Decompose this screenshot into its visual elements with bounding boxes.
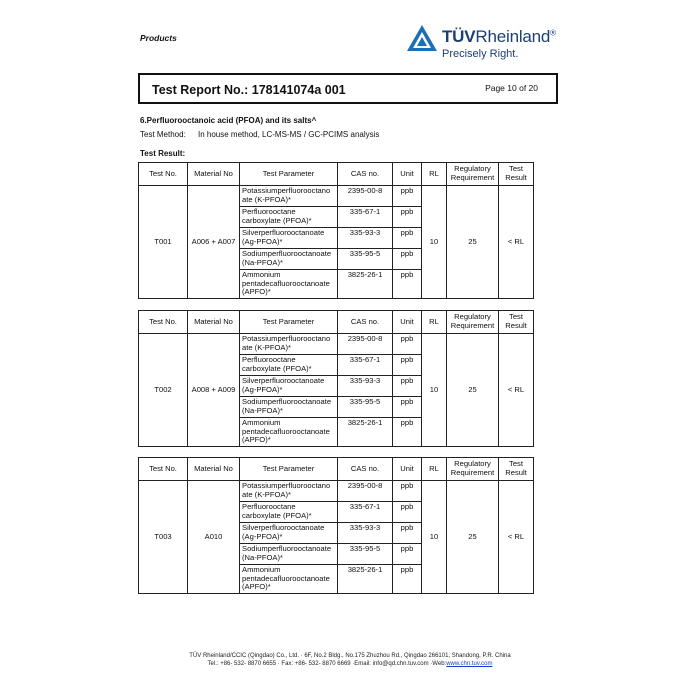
cas-cell: 335-95-5 xyxy=(338,397,393,418)
column-header-cas-no: CAS no. xyxy=(338,458,393,481)
table-header-row xyxy=(139,163,534,186)
unit-cell: ppb xyxy=(393,418,422,447)
parameter-cell: Sodiumperfluorooctanoate (Na-PFOA)* xyxy=(240,397,338,418)
column-header-cas-no: CAS no. xyxy=(338,311,393,334)
cas-cell: 3825-26-1 xyxy=(338,270,393,299)
test-no-cell: T002 xyxy=(139,334,188,447)
result-cell: < RL xyxy=(499,186,534,299)
table-header-row xyxy=(139,311,534,334)
column-header-test-no: Test No. xyxy=(139,458,188,481)
column-header-unit: Unit xyxy=(393,458,422,481)
logo-name-rest: Rheinland xyxy=(475,27,551,46)
tuv-logo xyxy=(406,24,556,64)
column-header-rl: RL xyxy=(422,163,447,186)
rl-cell: 10 xyxy=(422,186,447,299)
parameter-cell: Perfluorooctane carboxylate (PFOA)* xyxy=(240,355,338,376)
unit-cell: ppb xyxy=(393,228,422,249)
parameter-cell: Perfluorooctane carboxylate (PFOA)* xyxy=(240,502,338,523)
cas-cell: 2395-00-8 xyxy=(338,186,393,207)
unit-cell: ppb xyxy=(393,270,422,299)
column-header-regulatory-requirement: Regulatory Requirement xyxy=(447,163,499,186)
parameter-cell: Potassiumperfluorooctano ate (K-PFOA)* xyxy=(240,481,338,502)
result-cell: < RL xyxy=(499,481,534,594)
material-no-cell: A006 + A007 xyxy=(188,186,240,299)
unit-cell: ppb xyxy=(393,481,422,502)
unit-cell: ppb xyxy=(393,186,422,207)
unit-cell: ppb xyxy=(393,207,422,228)
unit-cell: ppb xyxy=(393,565,422,594)
unit-cell: ppb xyxy=(393,397,422,418)
test-method-label: Test Method: xyxy=(140,130,186,139)
rl-cell: 10 xyxy=(422,481,447,594)
column-header-material-no: Material No xyxy=(188,458,240,481)
registered-mark: ® xyxy=(550,28,556,38)
cas-cell: 335-67-1 xyxy=(338,355,393,376)
logo-tagline: Precisely Right. xyxy=(442,48,519,60)
column-header-material-no: Material No xyxy=(188,163,240,186)
cas-cell: 335-67-1 xyxy=(338,207,393,228)
parameter-cell: Perfluorooctane carboxylate (PFOA)* xyxy=(240,207,338,228)
parameter-cell: Sodiumperfluorooctanoate (Na-PFOA)* xyxy=(240,544,338,565)
unit-cell: ppb xyxy=(393,523,422,544)
column-header-test-result: Test Result xyxy=(499,458,534,481)
cas-cell: 335-95-5 xyxy=(338,544,393,565)
parameter-cell: Sodiumperfluorooctanoate (Na-PFOA)* xyxy=(240,249,338,270)
parameter-cell: Potassiumperfluorooctano ate (K-PFOA)* xyxy=(240,334,338,355)
footer-web-link[interactable]: www.chn.tuv.com xyxy=(446,661,493,667)
page-number: Page 10 of 20 xyxy=(485,83,538,93)
footer-contact xyxy=(0,661,700,667)
requirement-cell: 25 xyxy=(447,186,499,299)
section-heading: 6.Perfluorooctanoic acid (PFOA) and its salts^ xyxy=(140,116,317,125)
result-table xyxy=(138,162,534,299)
logo-wordmark xyxy=(442,27,556,47)
column-header-test-parameter: Test Parameter xyxy=(240,311,338,334)
footer-address: TÜV Rheinland/CCIC (Qingdao) Co., Ltd. · 6F, No.2 Bldg., No.175 Zhuzhou Rd., Qingdao 266101, Shandong, P.R. China xyxy=(189,653,511,659)
cas-cell: 3825-26-1 xyxy=(338,418,393,447)
cas-cell: 335-67-1 xyxy=(338,502,393,523)
column-header-rl: RL xyxy=(422,458,447,481)
footer-contact-text: Tel.: +86- 532- 8870 6655 · Fax: +86- 532- 8870 6669 ·Email: info@qd.chn.tuv.com ·Web: xyxy=(207,661,447,667)
cas-cell: 2395-00-8 xyxy=(338,481,393,502)
parameter-cell: Silverperfluorooctanoate (Ag-PFOA)* xyxy=(240,376,338,397)
test-no-cell: T003 xyxy=(139,481,188,594)
column-header-test-parameter: Test Parameter xyxy=(240,458,338,481)
material-no-cell: A008 + A009 xyxy=(188,334,240,447)
unit-cell: ppb xyxy=(393,334,422,355)
column-header-unit: Unit xyxy=(393,311,422,334)
cas-cell: 335-93-3 xyxy=(338,228,393,249)
test-method-value: In house method, LC-MS-MS / GC-PCIMS analysis xyxy=(198,130,380,139)
unit-cell: ppb xyxy=(393,544,422,565)
table-row xyxy=(139,481,534,502)
test-result-label: Test Result: xyxy=(140,149,186,158)
cas-cell: 3825-26-1 xyxy=(338,565,393,594)
unit-cell: ppb xyxy=(393,355,422,376)
parameter-cell: Ammonium pentadecafluorooctanoate (APFO)* xyxy=(240,270,338,299)
logo-name-bold: TÜV xyxy=(442,27,476,46)
column-header-unit: Unit xyxy=(393,163,422,186)
triangle-logo-icon xyxy=(406,24,438,52)
column-header-test-result: Test Result xyxy=(499,163,534,186)
cas-cell: 335-95-5 xyxy=(338,249,393,270)
column-header-cas-no: CAS no. xyxy=(338,163,393,186)
parameter-cell: Ammonium pentadecafluorooctanoate (APFO)* xyxy=(240,418,338,447)
column-header-regulatory-requirement: Regulatory Requirement xyxy=(447,458,499,481)
report-title: Test Report No.: 178141074a 001 xyxy=(152,83,346,97)
requirement-cell: 25 xyxy=(447,481,499,594)
parameter-cell: Potassiumperfluorooctano ate (K-PFOA)* xyxy=(240,186,338,207)
column-header-rl: RL xyxy=(422,311,447,334)
test-method xyxy=(140,130,379,139)
material-no-cell: A010 xyxy=(188,481,240,594)
parameter-cell: Ammonium pentadecafluorooctanoate (APFO)* xyxy=(240,565,338,594)
unit-cell: ppb xyxy=(393,376,422,397)
report-header-box xyxy=(138,73,558,104)
table-row xyxy=(139,186,534,207)
column-header-test-no: Test No. xyxy=(139,163,188,186)
column-header-test-result: Test Result xyxy=(499,311,534,334)
section-label: Products xyxy=(140,33,177,43)
result-cell: < RL xyxy=(499,334,534,447)
result-table xyxy=(138,457,534,594)
unit-cell: ppb xyxy=(393,249,422,270)
parameter-cell: Silverperfluorooctanoate (Ag-PFOA)* xyxy=(240,228,338,249)
requirement-cell: 25 xyxy=(447,334,499,447)
column-header-regulatory-requirement: Regulatory Requirement xyxy=(447,311,499,334)
parameter-cell: Silverperfluorooctanoate (Ag-PFOA)* xyxy=(240,523,338,544)
table-header-row xyxy=(139,458,534,481)
column-header-test-no: Test No. xyxy=(139,311,188,334)
table-row xyxy=(139,334,534,355)
rl-cell: 10 xyxy=(422,334,447,447)
column-header-test-parameter: Test Parameter xyxy=(240,163,338,186)
test-no-cell: T001 xyxy=(139,186,188,299)
cas-cell: 335-93-3 xyxy=(338,523,393,544)
unit-cell: ppb xyxy=(393,502,422,523)
column-header-material-no: Material No xyxy=(188,311,240,334)
result-table xyxy=(138,310,534,447)
cas-cell: 335-93-3 xyxy=(338,376,393,397)
cas-cell: 2395-00-8 xyxy=(338,334,393,355)
